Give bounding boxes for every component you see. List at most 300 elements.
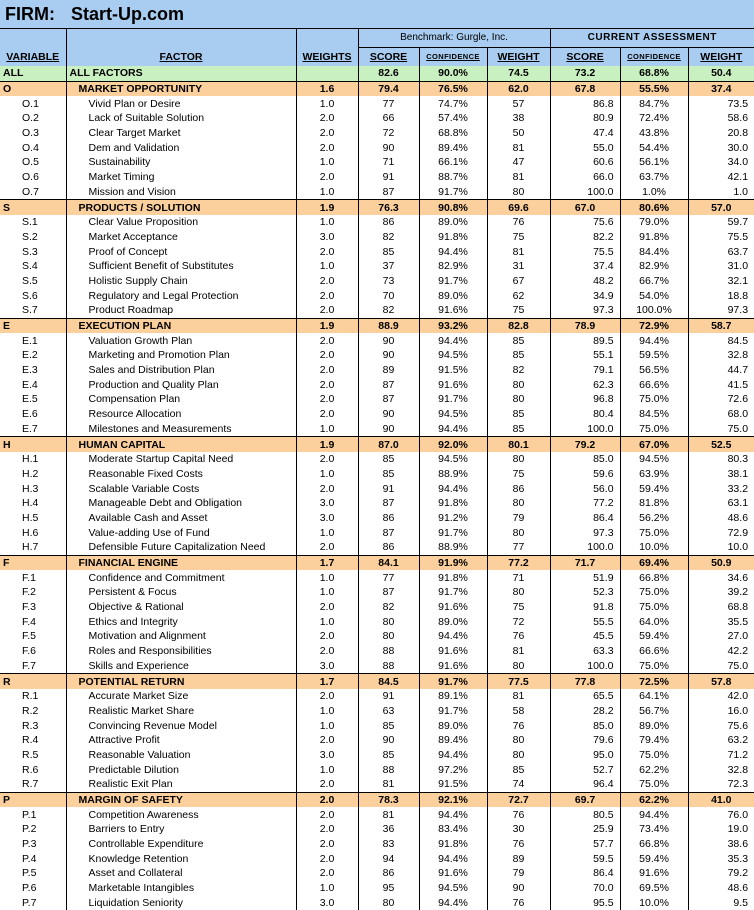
cell-benchmark-weight: 67	[487, 274, 550, 289]
cell-variable: F.2	[0, 585, 66, 600]
cell-benchmark-confidence: 94.4%	[419, 244, 487, 259]
cell-weights: 1.0	[296, 570, 358, 585]
cell-current-confidence: 59.4%	[620, 481, 688, 496]
cell-current-weight: 34.6	[688, 570, 754, 585]
header-blank-weights	[296, 29, 358, 48]
cell-variable: O.7	[0, 185, 66, 200]
factor-row	[0, 866, 754, 881]
cell-current-confidence: 66.7%	[620, 274, 688, 289]
cell-current-score: 70.0	[550, 881, 620, 896]
cell-variable: R.4	[0, 733, 66, 748]
cell-current-confidence: 62.2%	[620, 762, 688, 777]
factor-row	[0, 851, 754, 866]
cell-current-confidence: 62.2%	[620, 792, 688, 807]
cell-factor: Value-adding Use of Fund	[66, 525, 296, 540]
cell-benchmark-confidence: 94.4%	[419, 422, 487, 437]
cell-current-confidence: 94.5%	[620, 452, 688, 467]
cell-weights: 3.0	[296, 896, 358, 910]
cell-benchmark-weight: 86	[487, 481, 550, 496]
cell-variable: O.5	[0, 155, 66, 170]
cell-current-weight: 37.4	[688, 81, 754, 96]
cell-current-confidence: 94.4%	[620, 807, 688, 822]
cell-factor: Resource Allocation	[66, 407, 296, 422]
col-weights: WEIGHTS	[296, 48, 358, 67]
factor-row	[0, 881, 754, 896]
cell-factor: Sales and Distribution Plan	[66, 363, 296, 378]
cell-variable: P	[0, 792, 66, 807]
cell-factor: Product Roadmap	[66, 303, 296, 318]
cell-current-weight: 75.0	[688, 659, 754, 674]
cell-current-score: 82.2	[550, 230, 620, 245]
cell-weights: 3.0	[296, 748, 358, 763]
cell-variable: O	[0, 81, 66, 96]
cell-variable: S	[0, 200, 66, 215]
cell-benchmark-weight: 75	[487, 230, 550, 245]
cell-factor: Valuation Growth Plan	[66, 333, 296, 348]
cell-weights: 3.0	[296, 659, 358, 674]
header-blank-factor	[66, 29, 296, 48]
cell-current-weight: 32.8	[688, 762, 754, 777]
factor-row	[0, 230, 754, 245]
cell-factor: Manageable Debt and Obligation	[66, 496, 296, 511]
cell-factor: Production and Quality Plan	[66, 377, 296, 392]
cell-benchmark-weight: 76	[487, 629, 550, 644]
cell-factor: Realistic Market Share	[66, 704, 296, 719]
cell-current-score: 79.6	[550, 733, 620, 748]
cell-benchmark-confidence: 91.6%	[419, 644, 487, 659]
cell-factor: Competition Awareness	[66, 807, 296, 822]
factor-row	[0, 837, 754, 852]
factor-row	[0, 244, 754, 259]
cell-current-confidence: 73.4%	[620, 822, 688, 837]
cell-benchmark-weight: 80	[487, 392, 550, 407]
cell-current-confidence: 91.6%	[620, 866, 688, 881]
cell-benchmark-confidence: 94.4%	[419, 748, 487, 763]
cell-weights: 1.0	[296, 704, 358, 719]
cell-factor: MARGIN OF SAFETY	[66, 792, 296, 807]
cell-benchmark-score: 85	[358, 718, 419, 733]
cell-benchmark-confidence: 91.6%	[419, 377, 487, 392]
col-current-confidence: CONFIDENCE	[620, 48, 688, 67]
cell-weights: 2.0	[296, 363, 358, 378]
cell-factor: Moderate Startup Capital Need	[66, 452, 296, 467]
cell-weights: 1.0	[296, 525, 358, 540]
cell-current-weight: 75.5	[688, 230, 754, 245]
cell-current-weight: 57.0	[688, 200, 754, 215]
cell-weights: 2.0	[296, 126, 358, 141]
cell-benchmark-score: 82	[358, 600, 419, 615]
factor-row	[0, 585, 754, 600]
cell-current-confidence: 10.0%	[620, 540, 688, 555]
cell-benchmark-score: 80	[358, 629, 419, 644]
cell-weights: 2.0	[296, 822, 358, 837]
cell-factor: Objective & Rational	[66, 600, 296, 615]
cell-benchmark-weight: 85	[487, 422, 550, 437]
cell-benchmark-weight: 62	[487, 288, 550, 303]
cell-current-confidence: 1.0%	[620, 185, 688, 200]
cell-weights: 2.0	[296, 348, 358, 363]
factor-row	[0, 303, 754, 318]
factor-row	[0, 215, 754, 230]
cell-current-confidence: 84.4%	[620, 244, 688, 259]
cell-current-score: 96.8	[550, 392, 620, 407]
cell-benchmark-weight: 85	[487, 333, 550, 348]
factor-row	[0, 363, 754, 378]
cell-benchmark-score: 85	[358, 244, 419, 259]
cell-current-weight: 73.5	[688, 96, 754, 111]
cell-current-confidence: 72.9%	[620, 318, 688, 333]
cell-current-score: 77.2	[550, 496, 620, 511]
cell-benchmark-weight: 77.2	[487, 555, 550, 570]
cell-current-weight: 38.6	[688, 837, 754, 852]
cell-factor: Vivid Plan or Desire	[66, 96, 296, 111]
cell-benchmark-weight: 75	[487, 600, 550, 615]
cell-weights: 1.7	[296, 555, 358, 570]
cell-benchmark-confidence: 91.7%	[419, 392, 487, 407]
cell-current-confidence: 75.0%	[620, 659, 688, 674]
cell-benchmark-score: 73	[358, 274, 419, 289]
cell-benchmark-weight: 80	[487, 659, 550, 674]
cell-current-score: 60.6	[550, 155, 620, 170]
cell-variable: R.2	[0, 704, 66, 719]
cell-benchmark-confidence: 83.4%	[419, 822, 487, 837]
cell-benchmark-score: 82	[358, 230, 419, 245]
cell-current-confidence: 94.4%	[620, 333, 688, 348]
factor-row	[0, 392, 754, 407]
cell-variable: O.3	[0, 126, 66, 141]
cell-current-score: 79.1	[550, 363, 620, 378]
cell-benchmark-confidence: 82.9%	[419, 259, 487, 274]
cell-current-confidence: 66.6%	[620, 377, 688, 392]
cell-weights: 3.0	[296, 496, 358, 511]
cell-benchmark-score: 90	[358, 407, 419, 422]
cell-variable: S.1	[0, 215, 66, 230]
cell-current-score: 77.8	[550, 674, 620, 689]
cell-factor: Asset and Collateral	[66, 866, 296, 881]
cell-benchmark-confidence: 91.2%	[419, 511, 487, 526]
cell-current-weight: 18.8	[688, 288, 754, 303]
cell-benchmark-confidence: 76.5%	[419, 81, 487, 96]
cell-weights: 1.0	[296, 585, 358, 600]
factor-row	[0, 733, 754, 748]
cell-factor: Market Acceptance	[66, 230, 296, 245]
cell-current-score: 75.6	[550, 215, 620, 230]
cell-weights: 1.0	[296, 467, 358, 482]
cell-benchmark-confidence: 91.8%	[419, 837, 487, 852]
cell-variable: E.4	[0, 377, 66, 392]
cell-current-score: 96.4	[550, 777, 620, 792]
cell-current-score: 28.2	[550, 704, 620, 719]
assessment-table	[0, 29, 754, 910]
factor-row	[0, 452, 754, 467]
cell-benchmark-confidence: 89.4%	[419, 733, 487, 748]
cell-current-weight: 57.8	[688, 674, 754, 689]
cell-benchmark-weight: 71	[487, 570, 550, 585]
cell-factor: HUMAN CAPITAL	[66, 437, 296, 452]
cell-benchmark-weight: 80.1	[487, 437, 550, 452]
cell-weights: 1.0	[296, 881, 358, 896]
cell-factor: Lack of Suitable Solution	[66, 111, 296, 126]
cell-current-confidence: 72.5%	[620, 674, 688, 689]
cell-benchmark-confidence: 91.7%	[419, 274, 487, 289]
cell-current-confidence: 91.8%	[620, 230, 688, 245]
cell-current-confidence: 43.8%	[620, 126, 688, 141]
cell-benchmark-confidence: 57.4%	[419, 111, 487, 126]
cell-current-score: 51.9	[550, 570, 620, 585]
cell-benchmark-score: 85	[358, 452, 419, 467]
cell-current-weight: 48.6	[688, 511, 754, 526]
cell-current-weight: 75.6	[688, 718, 754, 733]
col-current-score: SCORE	[550, 48, 620, 67]
cell-current-confidence: 75.0%	[620, 422, 688, 437]
cell-weights: 2.0	[296, 851, 358, 866]
cell-weights: 2.0	[296, 837, 358, 852]
cell-current-confidence: 75.0%	[620, 748, 688, 763]
cell-benchmark-confidence: 91.8%	[419, 230, 487, 245]
cell-current-score: 100.0	[550, 540, 620, 555]
cell-benchmark-weight: 85	[487, 407, 550, 422]
cell-current-weight: 19.0	[688, 822, 754, 837]
cell-benchmark-weight: 81	[487, 140, 550, 155]
cell-benchmark-confidence: 93.2%	[419, 318, 487, 333]
cell-current-weight: 44.7	[688, 363, 754, 378]
cell-variable: F.5	[0, 629, 66, 644]
category-row	[0, 792, 754, 807]
factor-row	[0, 525, 754, 540]
cell-variable: E.3	[0, 363, 66, 378]
cell-benchmark-score: 37	[358, 259, 419, 274]
cell-current-score: 55.5	[550, 614, 620, 629]
cell-current-weight: 1.0	[688, 185, 754, 200]
cell-current-confidence: 54.4%	[620, 140, 688, 155]
cell-weights: 1.7	[296, 674, 358, 689]
cell-factor: Sufficient Benefit of Substitutes	[66, 259, 296, 274]
cell-benchmark-confidence: 91.6%	[419, 659, 487, 674]
factor-row	[0, 333, 754, 348]
cell-benchmark-confidence: 91.5%	[419, 363, 487, 378]
factor-row	[0, 126, 754, 141]
factor-row	[0, 140, 754, 155]
cell-current-confidence: 84.7%	[620, 96, 688, 111]
cell-current-confidence: 75.0%	[620, 525, 688, 540]
cell-current-confidence: 79.0%	[620, 215, 688, 230]
col-current-weight: WEIGHT	[688, 48, 754, 67]
factor-row	[0, 170, 754, 185]
cell-benchmark-confidence: 88.7%	[419, 170, 487, 185]
cell-current-score: 75.5	[550, 244, 620, 259]
cell-benchmark-weight: 81	[487, 244, 550, 259]
cell-current-confidence: 66.8%	[620, 837, 688, 852]
factor-row	[0, 629, 754, 644]
cell-benchmark-confidence: 89.1%	[419, 689, 487, 704]
cell-weights	[296, 66, 358, 81]
cell-factor: POTENTIAL RETURN	[66, 674, 296, 689]
factor-row	[0, 704, 754, 719]
factor-row	[0, 718, 754, 733]
cell-benchmark-score: 90	[358, 348, 419, 363]
cell-current-weight: 41.0	[688, 792, 754, 807]
cell-benchmark-confidence: 88.9%	[419, 540, 487, 555]
cell-benchmark-confidence: 90.8%	[419, 200, 487, 215]
cell-current-confidence: 64.1%	[620, 689, 688, 704]
cell-weights: 1.6	[296, 81, 358, 96]
category-row	[0, 674, 754, 689]
cell-current-weight: 80.3	[688, 452, 754, 467]
cell-current-confidence: 72.4%	[620, 111, 688, 126]
cell-benchmark-score: 86	[358, 511, 419, 526]
cell-weights: 2.0	[296, 111, 358, 126]
cell-benchmark-score: 82.6	[358, 66, 419, 81]
cell-variable: P.6	[0, 881, 66, 896]
cell-weights: 2.0	[296, 807, 358, 822]
cell-variable: H.3	[0, 481, 66, 496]
cell-benchmark-weight: 50	[487, 126, 550, 141]
cell-variable: H.1	[0, 452, 66, 467]
cell-variable: P.4	[0, 851, 66, 866]
factor-row	[0, 407, 754, 422]
cell-benchmark-weight: 30	[487, 822, 550, 837]
cell-variable: R	[0, 674, 66, 689]
cell-benchmark-weight: 76	[487, 837, 550, 852]
cell-variable: R.3	[0, 718, 66, 733]
cell-benchmark-confidence: 91.8%	[419, 496, 487, 511]
cell-benchmark-weight: 82	[487, 363, 550, 378]
firm-title-bar	[0, 0, 754, 29]
cell-benchmark-confidence: 94.4%	[419, 629, 487, 644]
cell-current-confidence: 64.0%	[620, 614, 688, 629]
cell-current-score: 97.3	[550, 525, 620, 540]
cell-benchmark-weight: 62.0	[487, 81, 550, 96]
cell-current-weight: 63.2	[688, 733, 754, 748]
cell-variable: F.1	[0, 570, 66, 585]
cell-current-weight: 41.5	[688, 377, 754, 392]
cell-factor: Proof of Concept	[66, 244, 296, 259]
cell-current-score: 34.9	[550, 288, 620, 303]
cell-benchmark-score: 80	[358, 896, 419, 910]
cell-factor: Dem and Validation	[66, 140, 296, 155]
cell-benchmark-score: 85	[358, 748, 419, 763]
cell-benchmark-confidence: 91.7%	[419, 704, 487, 719]
cell-current-score: 86.4	[550, 511, 620, 526]
cell-current-score: 62.3	[550, 377, 620, 392]
cell-variable: H	[0, 437, 66, 452]
cell-current-confidence: 59.5%	[620, 348, 688, 363]
cell-variable: O.6	[0, 170, 66, 185]
cell-benchmark-score: 87	[358, 496, 419, 511]
cell-factor: EXECUTION PLAN	[66, 318, 296, 333]
cell-current-weight: 27.0	[688, 629, 754, 644]
cell-variable: H.2	[0, 467, 66, 482]
cell-variable: R.7	[0, 777, 66, 792]
cell-benchmark-score: 85	[358, 467, 419, 482]
cell-benchmark-confidence: 94.4%	[419, 333, 487, 348]
header-group-row	[0, 29, 754, 48]
cell-current-weight: 16.0	[688, 704, 754, 719]
cell-factor: Skills and Experience	[66, 659, 296, 674]
cell-benchmark-confidence: 94.4%	[419, 481, 487, 496]
cell-weights: 3.0	[296, 511, 358, 526]
cell-benchmark-confidence: 68.8%	[419, 126, 487, 141]
cell-current-confidence: 75.0%	[620, 777, 688, 792]
cell-factor: Sustainability	[66, 155, 296, 170]
cell-current-weight: 97.3	[688, 303, 754, 318]
factor-row	[0, 748, 754, 763]
cell-current-confidence: 80.6%	[620, 200, 688, 215]
cell-benchmark-weight: 75	[487, 303, 550, 318]
cell-benchmark-weight: 81	[487, 644, 550, 659]
cell-current-confidence: 75.0%	[620, 392, 688, 407]
cell-current-confidence: 56.7%	[620, 704, 688, 719]
cell-benchmark-score: 88	[358, 762, 419, 777]
cell-current-weight: 72.9	[688, 525, 754, 540]
cell-factor: Confidence and Commitment	[66, 570, 296, 585]
cell-current-confidence: 69.4%	[620, 555, 688, 570]
factor-row	[0, 155, 754, 170]
cell-weights: 2.0	[296, 288, 358, 303]
cell-current-score: 86.4	[550, 866, 620, 881]
cell-current-weight: 59.7	[688, 215, 754, 230]
cell-weights: 1.0	[296, 762, 358, 777]
cell-benchmark-weight: 57	[487, 96, 550, 111]
cell-current-weight: 35.5	[688, 614, 754, 629]
cell-weights: 2.0	[296, 540, 358, 555]
category-row	[0, 200, 754, 215]
factor-row	[0, 467, 754, 482]
col-variable: VARIABLE	[0, 48, 66, 67]
cell-current-weight: 32.1	[688, 274, 754, 289]
cell-benchmark-confidence: 89.0%	[419, 215, 487, 230]
cell-factor: Liquidation Seniority	[66, 896, 296, 910]
cell-variable: S.5	[0, 274, 66, 289]
cell-current-score: 47.4	[550, 126, 620, 141]
cell-benchmark-weight: 85	[487, 348, 550, 363]
cell-current-weight: 68.0	[688, 407, 754, 422]
cell-benchmark-confidence: 91.8%	[419, 570, 487, 585]
cell-current-weight: 34.0	[688, 155, 754, 170]
cell-weights: 1.0	[296, 259, 358, 274]
cell-benchmark-weight: 79	[487, 511, 550, 526]
factor-row	[0, 570, 754, 585]
cell-benchmark-weight: 47	[487, 155, 550, 170]
cell-benchmark-score: 95	[358, 881, 419, 896]
cell-benchmark-score: 88.9	[358, 318, 419, 333]
col-benchmark-confidence: CONFIDENCE	[419, 48, 487, 67]
cell-benchmark-score: 77	[358, 570, 419, 585]
cell-variable: P.3	[0, 837, 66, 852]
cell-benchmark-score: 86	[358, 540, 419, 555]
cell-weights: 2.0	[296, 777, 358, 792]
cell-current-weight: 48.6	[688, 881, 754, 896]
cell-weights: 2.0	[296, 274, 358, 289]
cell-current-weight: 50.9	[688, 555, 754, 570]
cell-benchmark-weight: 85	[487, 762, 550, 777]
factor-row	[0, 600, 754, 615]
cell-current-weight: 42.1	[688, 170, 754, 185]
cell-current-weight: 72.6	[688, 392, 754, 407]
factor-row	[0, 259, 754, 274]
cell-benchmark-confidence: 94.4%	[419, 896, 487, 910]
cell-factor: Marketing and Promotion Plan	[66, 348, 296, 363]
cell-benchmark-confidence: 97.2%	[419, 762, 487, 777]
cell-benchmark-score: 94	[358, 851, 419, 866]
cell-benchmark-confidence: 94.5%	[419, 348, 487, 363]
cell-benchmark-confidence: 74.7%	[419, 96, 487, 111]
cell-variable: F.3	[0, 600, 66, 615]
firm-label: FIRM:	[5, 4, 55, 25]
cell-benchmark-confidence: 94.4%	[419, 807, 487, 822]
cell-factor: Predictable Dilution	[66, 762, 296, 777]
cell-variable: E.5	[0, 392, 66, 407]
